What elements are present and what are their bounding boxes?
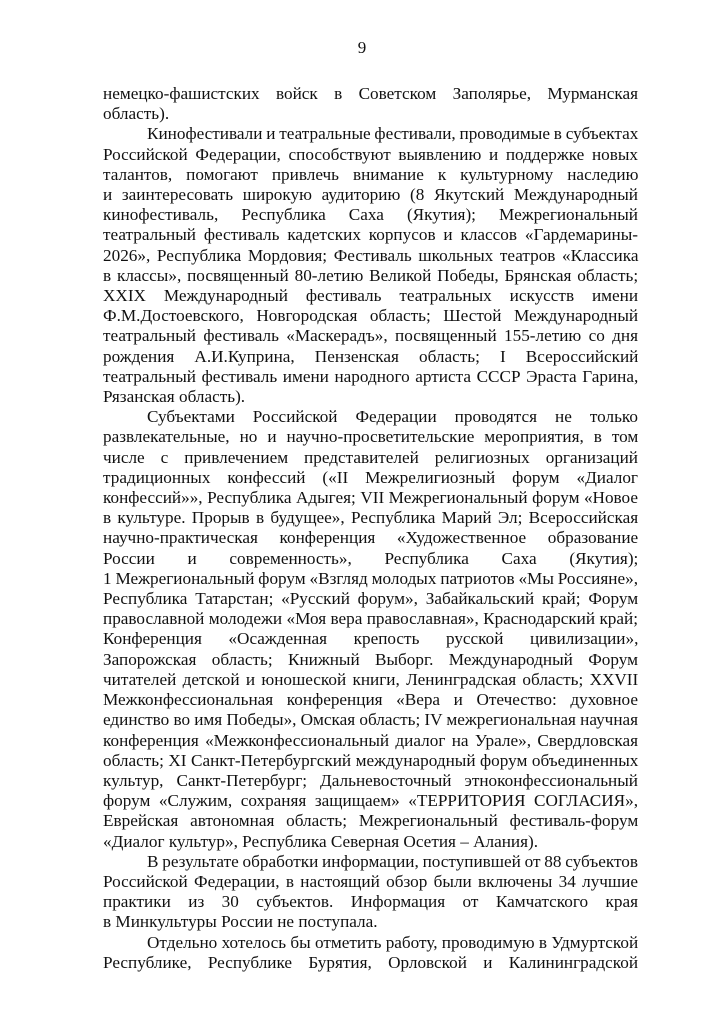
text-line: кинофестиваль, Республика Саха (Якутия); Межрегиональный <box>103 205 638 225</box>
text-line: рождения А.И.Куприна, Пензенская область; I Всероссийский <box>103 346 639 366</box>
text-line: 1 Межрегиональный форум «Взгляд молодых патриотов «Мы Россияне», <box>103 568 638 588</box>
text-line: конфессий»», Республика Адыгея; VII Межрегиональный форум «Новое <box>103 488 638 508</box>
text-line: в классы», посвященный 80-летию Великой Победы, Брянская область; <box>103 265 639 285</box>
text-line: 2026», Республика Мордовия; Фестиваль школьных театров «Классика <box>103 245 639 265</box>
text-line: Межконфессиональная конференция «Вера и Отечество: духовное <box>103 690 638 710</box>
text-line: театральный фестиваль «Маскерадъ», посвященный 155-летию со дня <box>103 326 638 346</box>
text-line: в культуре. Прорыв в будущее», Республика Марий Эл; Всероссийская <box>103 508 639 528</box>
text-line: единство во имя Победы», Омская область; IV межрегиональная научная <box>103 710 639 730</box>
paragraph-4 <box>103 852 638 933</box>
text-line: Отдельно хотелось бы отметить работу, проводимую в Удмуртской <box>147 932 639 952</box>
text-line: Рязанская область). <box>103 387 246 407</box>
text-line: область). <box>103 104 170 124</box>
text-line: Кинофестивали и театральные фестивали, проводимые в субъектах <box>147 124 639 144</box>
text-line: Еврейская автономная область; Межрегиональный фестиваль-форум <box>103 811 639 831</box>
text-line: Ф.М.Достоевского, Новгородская область; Шестой Международный <box>103 306 639 326</box>
text-line: России и современность», Республика Саха (Якутия); <box>103 548 639 568</box>
document-body <box>103 84 638 973</box>
text-line: XXIX Международный фестиваль театральных искусств имени <box>103 286 639 306</box>
text-line: Конференция «Осажденная крепость русской цивилизации», <box>103 629 639 649</box>
page-number: 9 <box>357 38 367 57</box>
paragraph-2 <box>103 124 638 407</box>
text-line: конференция «Межконфессиональный диалог на Урале», Свердловская <box>103 730 638 750</box>
text-line: Республика Татарстан; «Русский форум», Забайкальский край; Форум <box>103 589 639 609</box>
text-line: читателей детской и юношеской книги, Ленинградская область; XXVII <box>103 669 639 689</box>
text-line: область; XI Санкт-Петербургский международный форум объединенных <box>103 750 639 770</box>
text-line: театральный фестиваль имени народного артиста СССР Эраста Гарина, <box>103 366 639 386</box>
paragraph-3 <box>103 407 638 851</box>
text-line: талантов, помогают привлечь внимание к культурному наследию <box>103 164 639 184</box>
text-line: практики из 30 субъектов. Информация от Камчатского края <box>103 892 638 912</box>
text-line: культур, Санкт-Петербург; Дальневосточный этноконфессиональный <box>103 770 638 790</box>
text-line: Субъектами Российской Федерации проводятся не только <box>147 407 638 427</box>
text-line: форум «Служим, сохраняя защищаем» «ТЕРРИТОРИЯ СОГЛАСИЯ», <box>103 791 638 811</box>
text-line: В результате обработки информации, поступившей от 88 субъектов <box>147 851 638 871</box>
text-line: православной молодежи «Моя вера православная», Краснодарский край; <box>103 609 638 629</box>
text-line: числе с привлечением представителей религиозных организаций <box>103 447 638 467</box>
text-line: немецко-фашистских войск в Советском Заполярье, Мурманская <box>103 84 638 103</box>
text-line: Российской Федерации, способствуют выявлению и поддержке новых <box>103 144 638 164</box>
text-line: в Минкультуры России не поступала. <box>103 912 378 932</box>
text-line: Российской Федерации, в настоящий обзор были включены 34 лучшие <box>103 871 638 891</box>
text-line: и заинтересовать широкую аудиторию (8 Якутский Международный <box>103 185 638 205</box>
text-line: Запорожская область; Книжный Выборг. Международный Форум <box>103 649 638 669</box>
paragraph-5 <box>103 933 638 973</box>
text-line: традиционных конфессий («II Межрелигиозный форум «Диалог <box>103 467 638 487</box>
text-line: театральный фестиваль кадетских корпусов и классов «Гардемарины- <box>103 225 638 245</box>
text-line: «Диалог культур», Республика Северная Осетия – Алания). <box>103 831 539 851</box>
text-line: Республике, Республике Бурятия, Орловской и Калининградской <box>103 952 639 972</box>
paragraph-1 <box>103 84 638 124</box>
text-line: научно-практическая конференция «Художественное образование <box>103 528 639 548</box>
text-line: развлекательные, но и научно-просветительские мероприятия, в том <box>103 427 639 447</box>
